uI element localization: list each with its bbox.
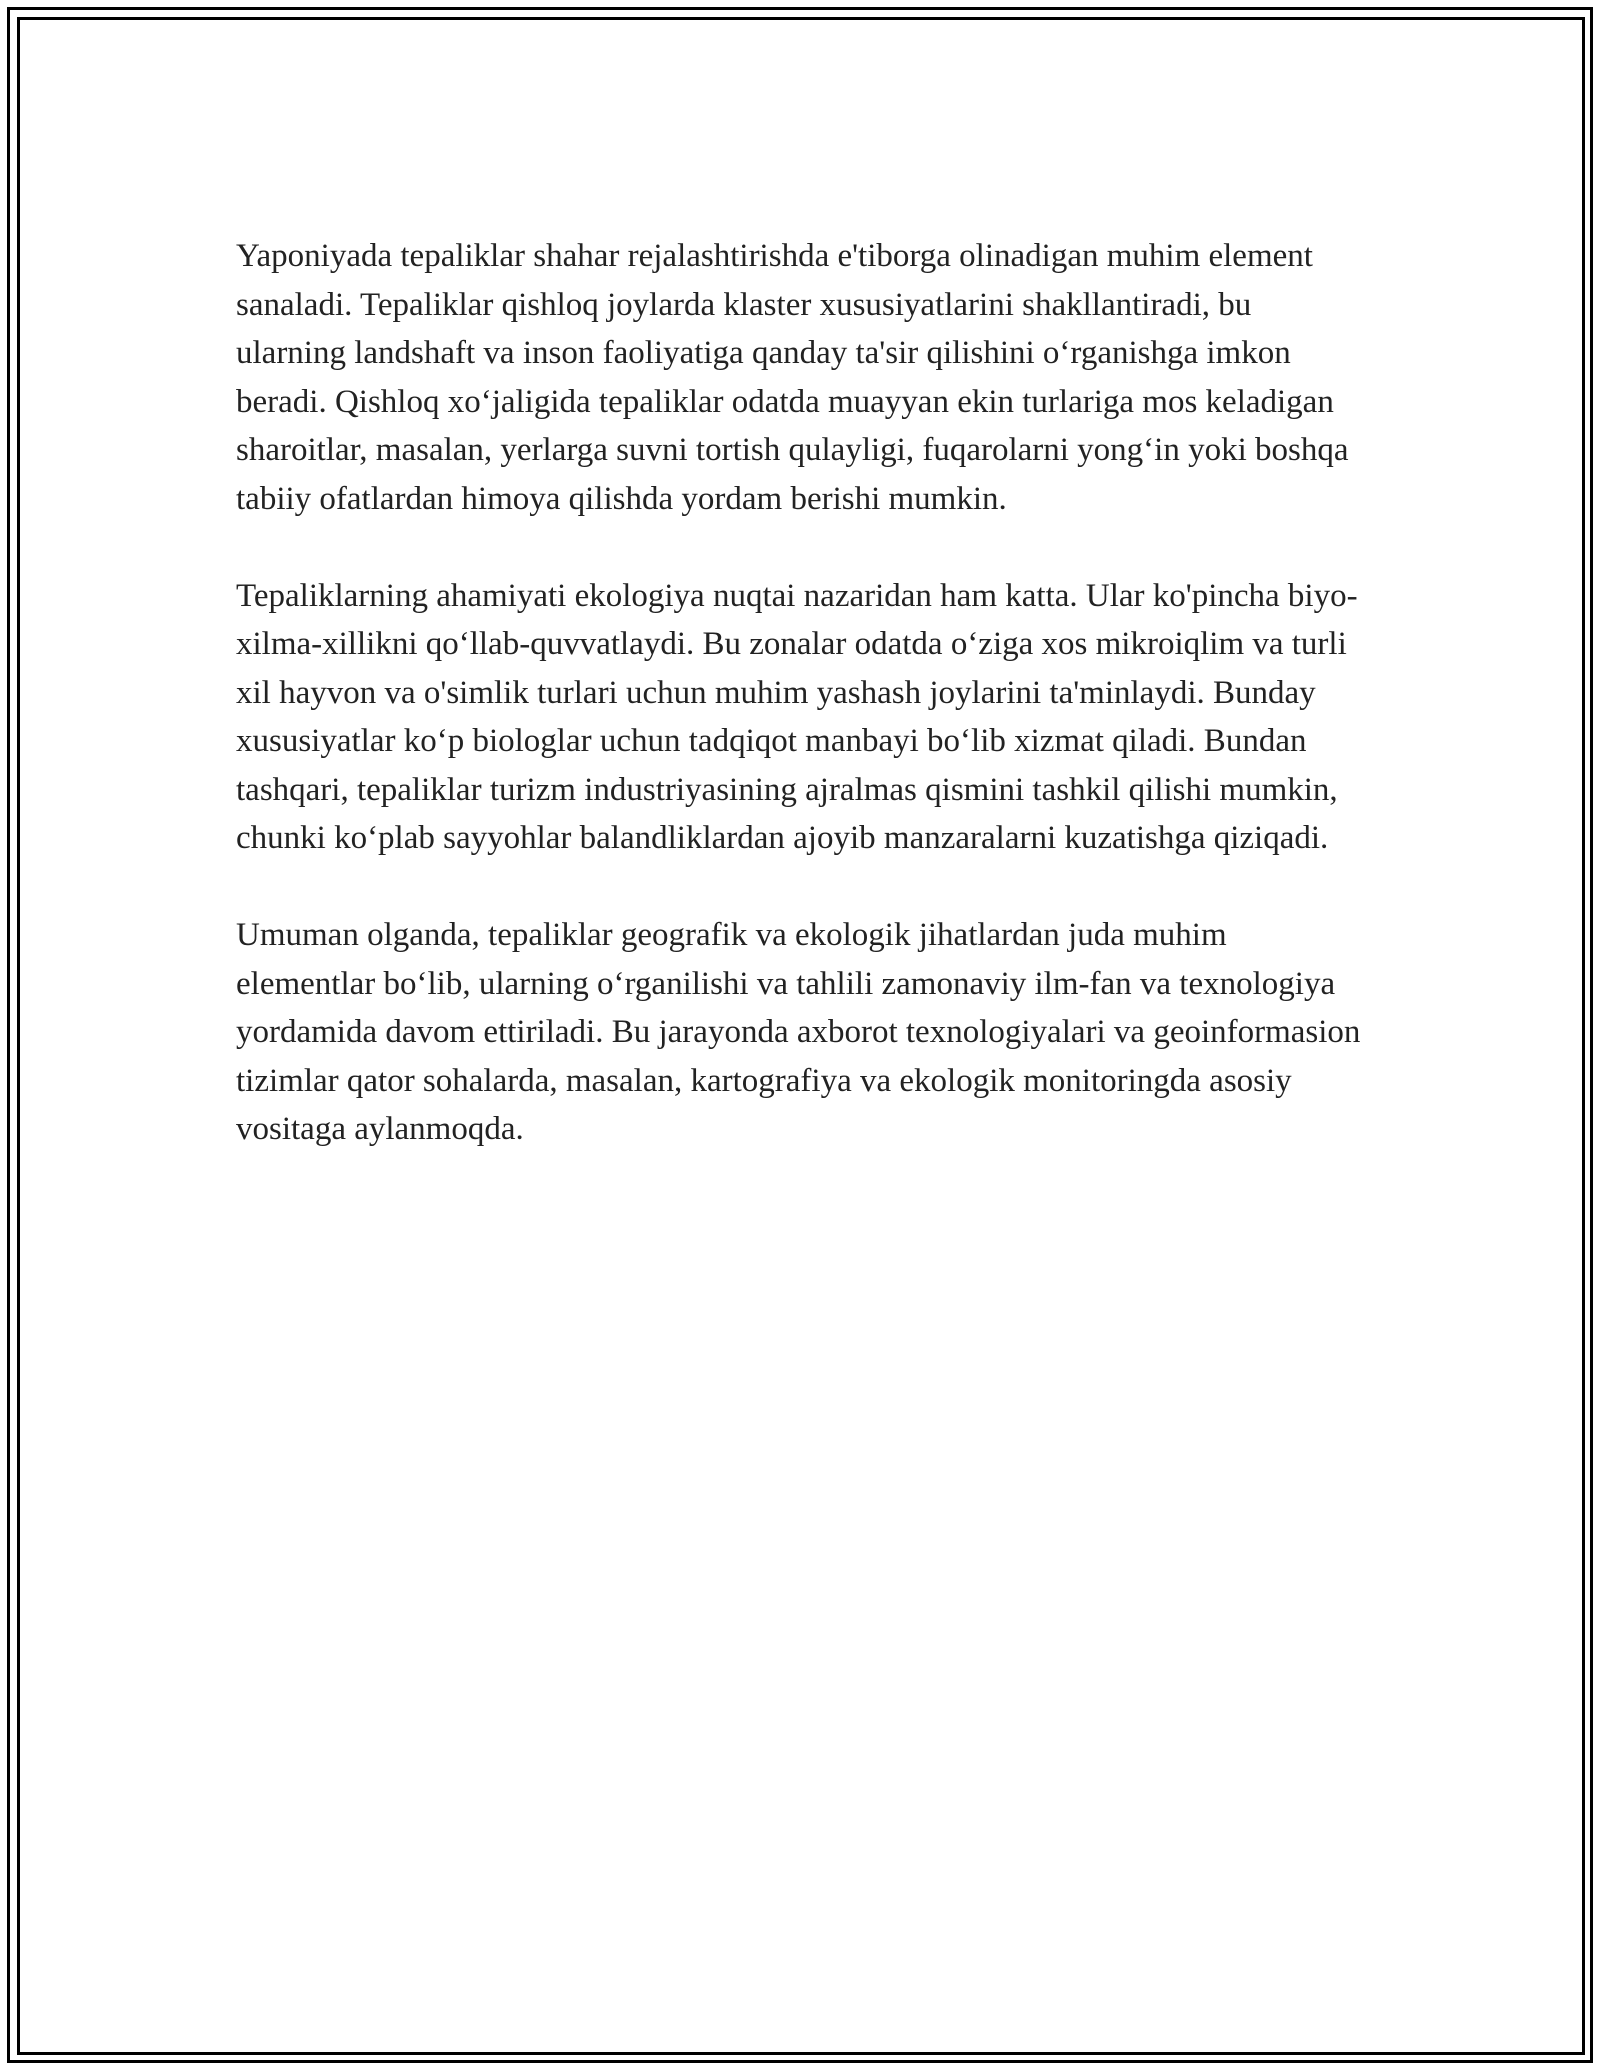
paragraph-2: Tepaliklarning ahamiyati ekologiya nuqtai nazaridan ham katta. Ular ko'pincha biyo-xilma-xillikni qo‘llab-quvvatlaydi. Bu zonalar odatda o‘ziga xos mikroiqlim va turli xil hayvon va o'simlik turlari uchun muhim yashash joylarini ta'minlaydi. Bunday xususiyatlar ko‘p biologlar uchun tadqiqot manbayi bo‘lib xizmat qiladi. Bundan tashqari, tepaliklar turizm industriyasining ajralmas qismini tashkil qilishi mumkin, chunki ko‘plab sayyohlar balandliklardan ajoyib manzaralarni kuzatishga qiziqadi. [236, 577, 1358, 856]
paragraph-3: Umuman olganda, tepaliklar geografik va ekologik jihatlardan juda muhim elementlar bo‘lib, ularning o‘rganilishi va tahlili zamonaviy ilm-fan va texnologiya yordamida davom ettiriladi. Bu jarayonda axborot texnologiyalari va geoinformasion tizimlar qator sohalarda, masalan, kartografiya va ekologik monitoringda asosiy vositaga aylanmoqda. [236, 917, 1361, 1147]
paragraph-1: Yaponiyada tepaliklar shahar rejalashtirishda e'tiborga olinadigan muhim element sanaladi. Tepaliklar qishloq joylarda klaster xususiyatlarini shakllantiradi, bu ularning landshaft va inson faoliyatiga qanday ta'sir qilishini o‘rganishga imkon beradi. Qishloq xo‘jaligida tepaliklar odatda muayyan ekin turlariga mos keladigan sharoitlar, masalan, yerlarga suvni tortish qulayligi, fuqarolarni yong‘in yoki boshqa tabiiy ofatlardan himoya qilishda yordam berishi mumkin. [236, 238, 1349, 517]
document-body [236, 232, 1366, 1202]
